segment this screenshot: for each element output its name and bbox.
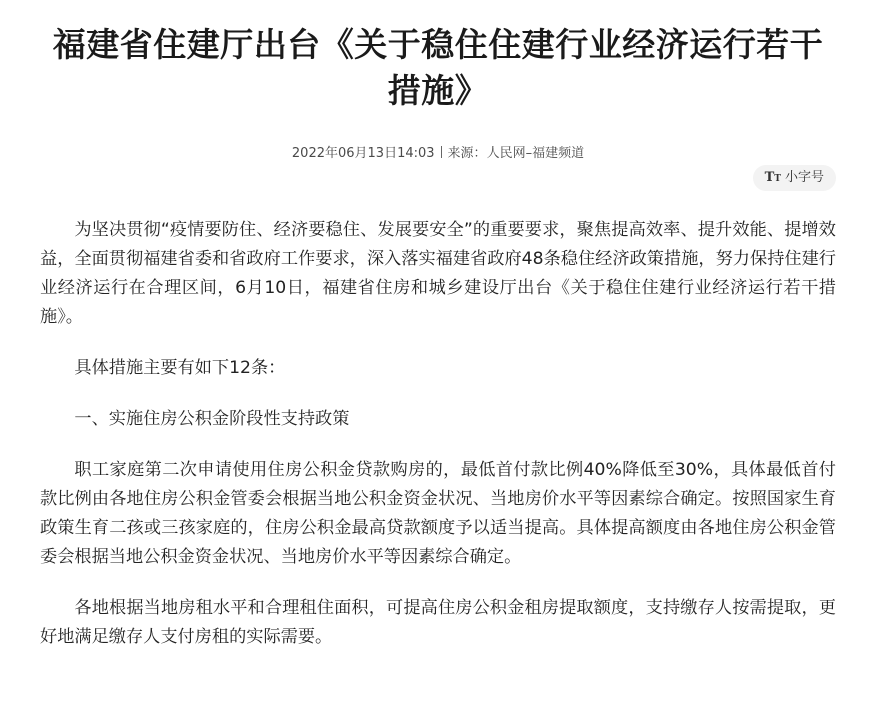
font-size-toggle-button[interactable] (753, 165, 836, 191)
article-paragraph: 为坚决贯彻“疫情要防住、经济要稳住、发展要安全”的重要要求，聚焦提高效率、提升效能、提增效益，全面贯彻福建省委和省政府工作要求，深入落实福建省政府48条稳住经济政策措施，努力保持住建行业经济运行在合理区间，6月10日，福建省住房和城乡建设厅出台《关于稳住住建行业经济运行若干措施》。 (40, 220, 836, 327)
meta-divider (441, 146, 442, 158)
font-size-toggle-label: 小字号 (784, 170, 824, 185)
article-meta (40, 144, 836, 164)
publish-date: 2022年06月13日14:03 (291, 146, 435, 161)
article-paragraph: 职工家庭第二次申请使用住房公积金贷款购房的，最低首付款比例40%降低至30%，具体最低首付款比例由各地住房公积金管委会根据当地公积金资金状况、当地房价水平等因素综合确定。按照国家生育政策生育二孩或三孩家庭的，住房公积金最高贷款额度予以适当提高。具体提高额度由各地住房公积金管委会根据当地公积金资金状况、当地房价水平等因素综合确定。 (40, 460, 836, 567)
source-name[interactable]: 人民网–福建频道 (486, 146, 585, 161)
source-label: 来源： (447, 146, 487, 161)
article-body (40, 216, 836, 652)
article-title: 福建省住建厅出台《关于稳住住建行业经济运行若干措施》 (52, 25, 824, 110)
section-heading: 一、实施住房公积金阶段性支持政策 (74, 409, 350, 429)
text-size-icon: TT (764, 170, 781, 185)
article-paragraph: 具体措施主要有如下12条： (74, 358, 286, 378)
article-paragraph: 各地根据当地房租水平和合理租住面积，可提高住房公积金租房提取额度，支持缴存人按需提取，更好地满足缴存人支付房租的实际需要。 (40, 598, 836, 647)
